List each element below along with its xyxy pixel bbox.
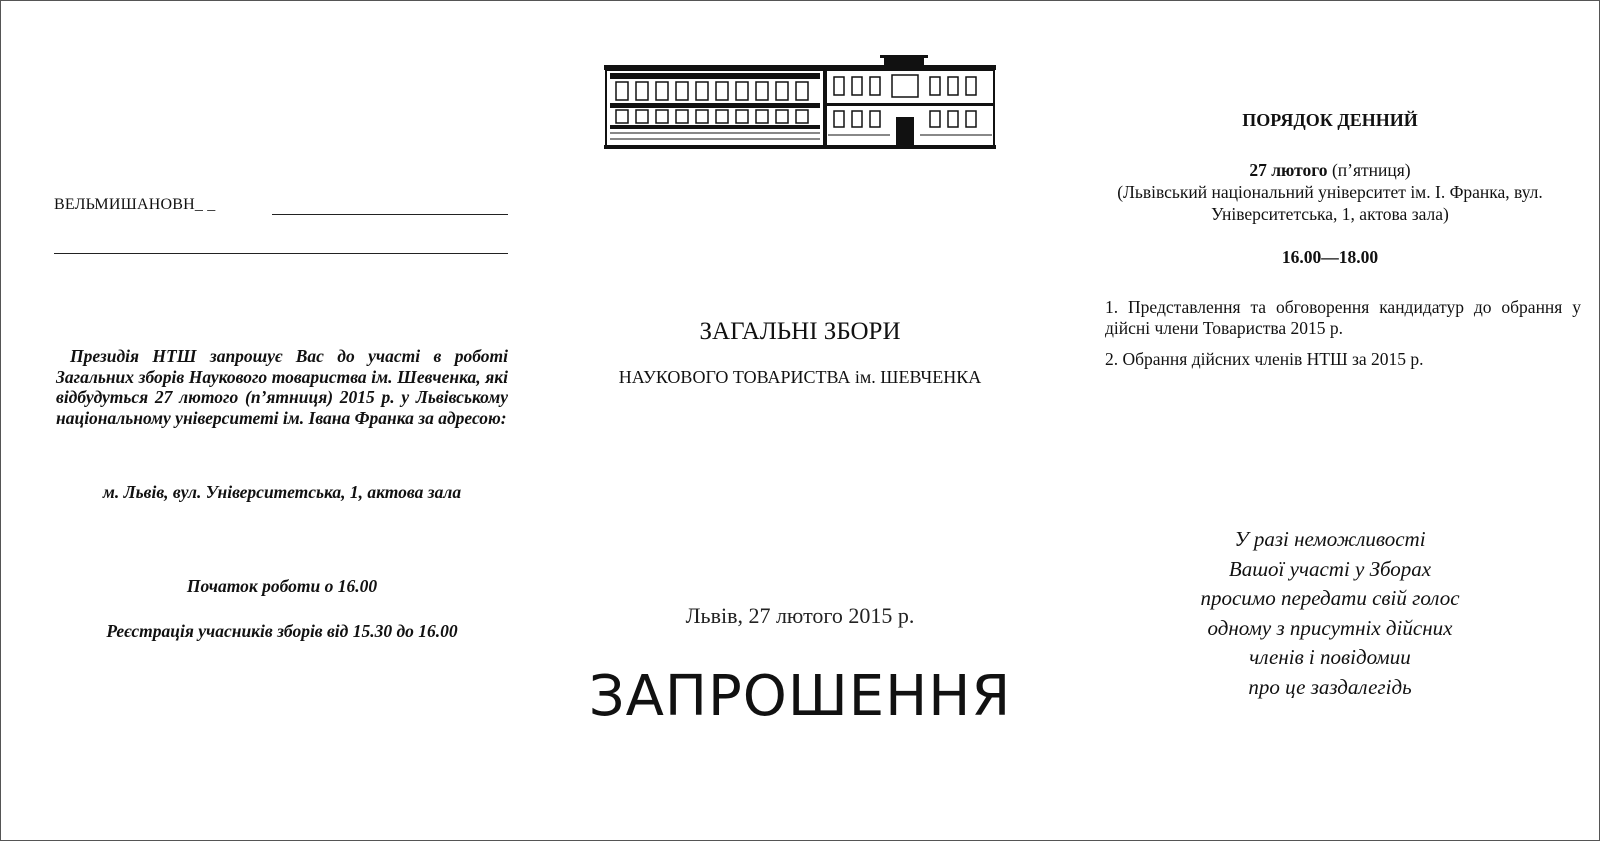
note-line: У разі неможливості <box>1234 527 1426 551</box>
note-line: просимо передати свій голос <box>1200 586 1460 610</box>
salutation: ВЕЛЬМИШАНОВН_ _ <box>54 196 216 213</box>
agenda-item: 1. Представлення та обговорення кандидатур до обрання у дійсні члени Товариства 2015 р. <box>1105 297 1581 338</box>
proxy-vote-note <box>1130 525 1530 702</box>
agenda-venue: (Львівський національний університет ім. І. Франка, вул. Університетська, 1, актова зала) <box>1117 182 1543 224</box>
note-line: про це заздалегідь <box>1248 674 1412 699</box>
venue-address: м. Львів, вул. Університетська, 1, актова зала <box>102 482 462 502</box>
name-underline <box>272 214 508 215</box>
invitation-text: Президія НТШ запрошує Вас до участі в роботі Загальних зборів Наукового товариства ім. Шевченка, які відбудуться 27 лютого (п’ятниця) 2015 р. у Львівському національному університеті ім. Івана Франка за адресою: <box>56 346 508 428</box>
agenda-item: 2. Обрання дійсних членів НТШ за 2015 р. <box>1105 349 1424 369</box>
agenda-date <box>1100 160 1560 181</box>
note-line: Вашої участі у Зборах <box>1228 556 1432 581</box>
invitation-heading: ЗАПРОШЕННЯ <box>588 664 1012 729</box>
note-line: членів і повідомии <box>1249 645 1411 669</box>
meeting-title: ЗАГАЛЬНІ ЗБОРИ <box>699 318 901 345</box>
agenda-date-bold: 27 лютого <box>1249 160 1328 180</box>
university-building-illustration <box>604 55 996 151</box>
agenda-list <box>1105 297 1581 380</box>
registration-time: Реєстрація учасників зборів від 15.30 до 16.00 <box>106 621 458 641</box>
place-and-date: Львів, 27 лютого 2015 р. <box>685 603 915 628</box>
society-name: НАУКОВОГО ТОВАРИСТВА ім. ШЕВЧЕНКА <box>618 367 982 387</box>
name-underline-second <box>54 253 508 254</box>
agenda-time: 16.00—18.00 <box>1281 247 1379 267</box>
agenda-date-weekday: (п’ятниця) <box>1327 160 1411 180</box>
note-line: одному з присутніх дійсних <box>1207 615 1453 640</box>
start-time: Початок роботи о 16.00 <box>186 576 378 596</box>
agenda-title: ПОРЯДОК ДЕННИЙ <box>1242 110 1418 130</box>
